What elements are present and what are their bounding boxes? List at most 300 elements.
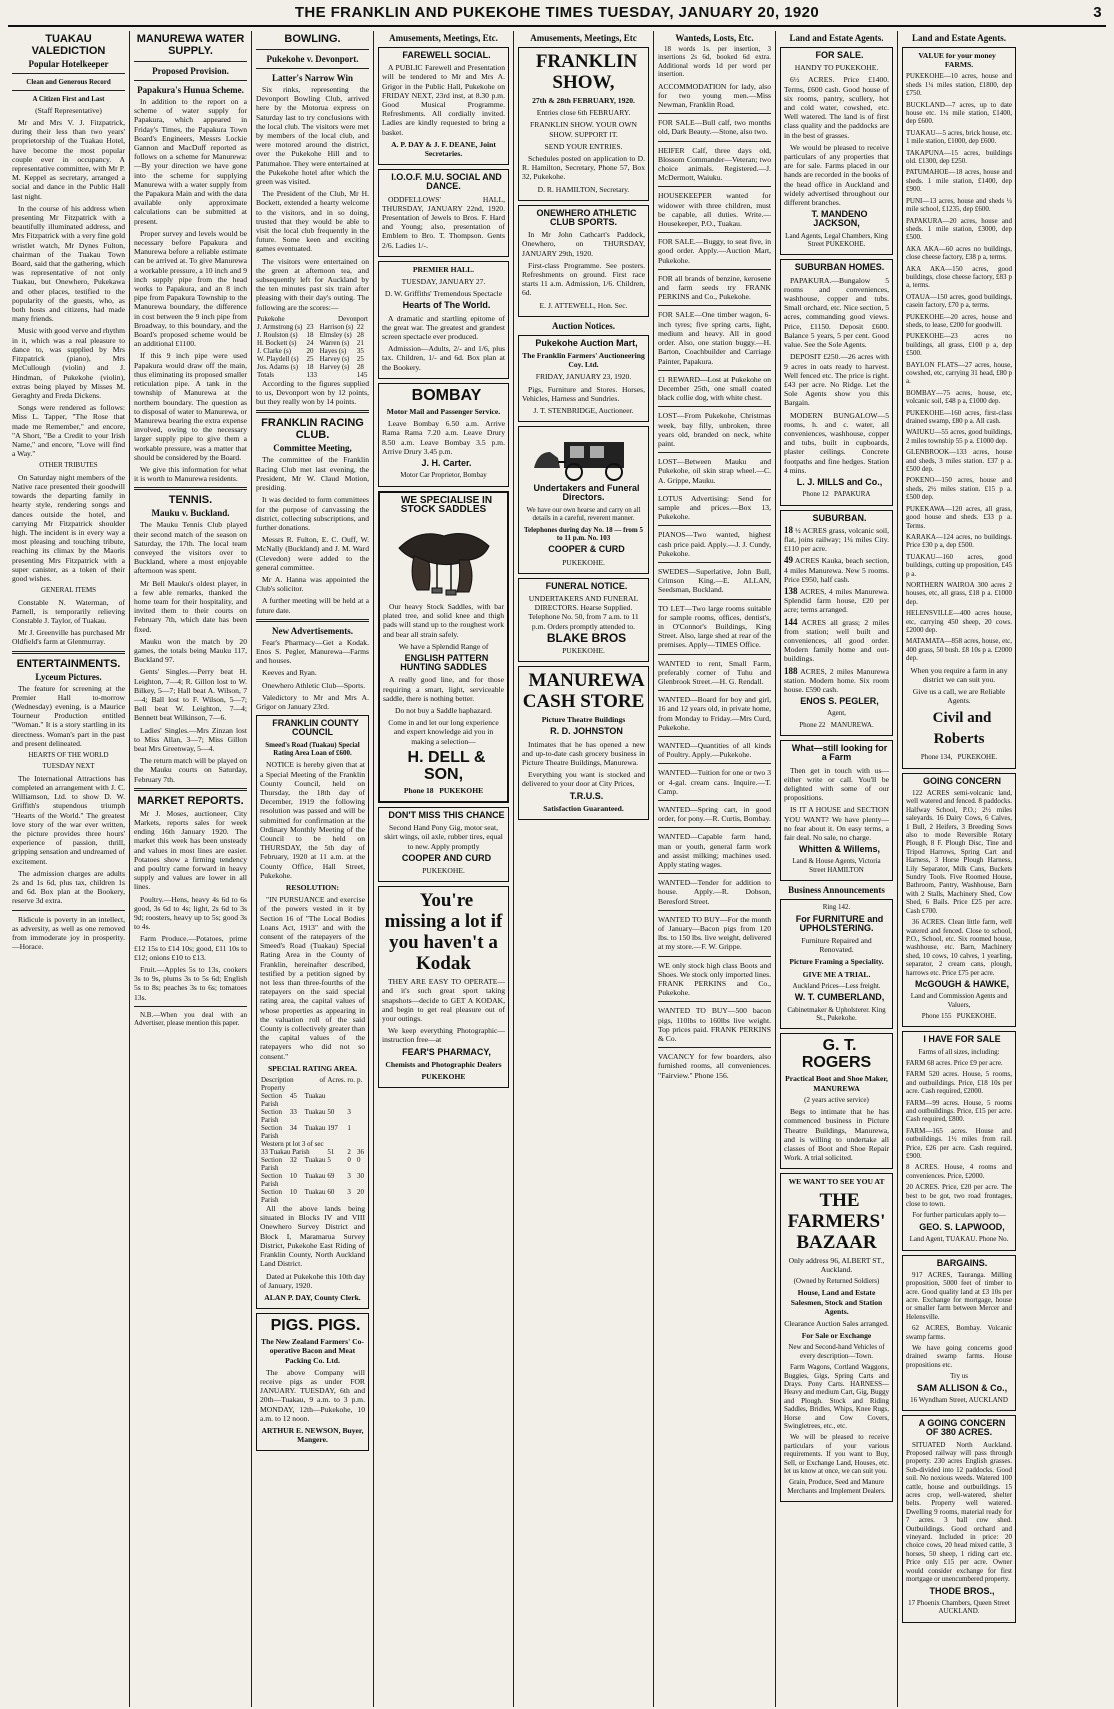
classified-item: FOR SALE—One timber wagon, 6-inch tyres; five spring carts, light, medium and heavy. All in good order. Also, one station buggy.—H. Barton, Coachbuilder and Carriage Painter, Papakura. xyxy=(658,310,771,366)
have-item: FARM 68 acres. Price £9 per acre. xyxy=(906,1058,1003,1067)
divider xyxy=(134,487,247,490)
dell-phone: Phone 18 xyxy=(403,785,434,795)
chance-ad xyxy=(378,807,509,882)
table-cell: 24 xyxy=(306,338,314,347)
bargains-text: 62 ACRES, Bombay. Volcanic swamp farms. xyxy=(906,1324,1012,1341)
column-6 xyxy=(654,31,776,1707)
paragraph: Ridicule is poverty in an intellect, as adversity, as well as one removed from immoderate joy in prosperity.—Horace. xyxy=(12,914,125,952)
section-heading: Amusements, Meetings, Etc xyxy=(530,33,637,43)
table-header-cell: ro. xyxy=(347,1076,355,1085)
clerk-sign: ALAN P. DAY, County Clerk. xyxy=(264,1292,361,1302)
further: For further particulars apply to— xyxy=(912,1211,1006,1220)
table-cell: Section 34 Tuakau Parish xyxy=(261,1124,326,1141)
chance-head: DON'T MISS THIS CHANCE xyxy=(388,809,505,820)
classified-item: WANTED TO BUY—For the month of January—Bacon pigs from 120 lbs. to 150 lbs. live weight, delivered at my store.—F. W. Grippe. xyxy=(658,914,771,952)
show-text: FRANKLIN SHOW. YOUR OWN SHOW. SUPPORT IT. xyxy=(529,120,638,139)
paragraph: Gents' Singles.—Perry beat H. Leighton, 7—4; R. Gillon lost to W. Bilkey, 5—7; Hall beat A. Wilson, 7—4; Ball lost to F. Wilson, 5—7; Bell beat W. Leighton, 7—4; Bennett beat Wilkinson, 7—6. xyxy=(134,667,247,723)
subhead: Papakura's Hunua Scheme. xyxy=(137,85,244,95)
classified-item: WE only stock high class Boots and Shoes. We stock only imported lines. FRANK PERKINS and Co., Pukekohe. xyxy=(658,960,771,998)
table-cell xyxy=(346,1092,356,1108)
table-cell: 50 xyxy=(327,1108,335,1117)
table-cell: 23 xyxy=(306,322,314,331)
subhead: Popular Hotelkeeper xyxy=(28,59,109,69)
headline-entertainments: ENTERTAINMENTS. xyxy=(16,657,121,670)
table-cell: 51 xyxy=(327,1148,335,1157)
funeral-head: FUNERAL NOTICE. xyxy=(545,580,628,591)
table-cell: 145 xyxy=(356,370,368,379)
thode-name: THODE BROS., xyxy=(929,1585,995,1596)
divider xyxy=(134,80,247,81)
table-cell: 0 xyxy=(357,1156,361,1165)
bargains-head: BARGAINS. xyxy=(936,1257,988,1268)
paragraph: Mauku won the match by 20 games, the totals being Mauku 117, Buckland 97. xyxy=(134,636,247,665)
paragraph: If this 9 inch pipe were used Papakura would draw off the main, thus eliminating its proposed smaller reticulation pipe. A tank in the township of Manurewa at the northern boundary. The question as to disposal of water to Manurewa, or Manurewa bearing the extra expense involved, owing to the necessary larger supply pipe to give them a workable pressure, was a matter that should be considered by the Board. xyxy=(134,351,247,462)
divider xyxy=(658,452,771,453)
table-row xyxy=(256,339,369,347)
blake-name: BLAKE BROS xyxy=(546,630,627,645)
listing-number: 18 xyxy=(784,524,793,535)
grain: Grain, Produce, Seed and Manure Merchants and Implement Dealers. xyxy=(787,1478,886,1495)
dell-town: PUKEKOHE xyxy=(439,785,484,795)
athletic-ad xyxy=(518,205,649,317)
section-heading: Wanteds, Losts, Etc. xyxy=(675,33,754,43)
jackson-name: T. MANDENO JACKSON, xyxy=(811,209,868,229)
table-cell: 3 xyxy=(347,1188,351,1197)
table-cell: Western pt lot 3 of sec xyxy=(261,1140,324,1149)
classified-item: WANTED—Spring cart, in good order, for pony.—R. Curtis, Bombay. xyxy=(658,805,771,824)
show-text: SEND YOUR ENTRIES. xyxy=(544,141,623,151)
table-cell: 69 xyxy=(327,1172,335,1181)
table-cell: 21 xyxy=(356,338,364,347)
framing: Picture Framing a Speciality. xyxy=(789,957,884,967)
table-row xyxy=(256,363,369,371)
divider xyxy=(658,654,771,655)
subhead: Pukekohe v. Devonport. xyxy=(266,54,359,64)
divider xyxy=(658,113,771,114)
paragraph: Dated at Pukekohe this 10th day of January, 1920. xyxy=(260,1271,365,1290)
paragraph: A really good line, and for those requiring a smart, light, serviceable saddle, there is nothing better. xyxy=(383,675,504,703)
civil-contact xyxy=(906,753,1012,761)
table-row xyxy=(260,1156,365,1172)
premier-ad xyxy=(378,261,509,379)
divider xyxy=(658,599,771,600)
civil-roberts-ad xyxy=(902,47,1016,769)
civil-town: PUKEKOHE. xyxy=(957,753,998,762)
section-label: HEARTS OF THE WORLD xyxy=(28,751,109,760)
thode-sub: 17 Phoenix Chambers, Queen Street AUCKLAND. xyxy=(908,1598,1010,1616)
civil-name: Civil and Roberts xyxy=(932,710,992,748)
allison-name: SAM ALLISON & Co., xyxy=(916,1382,1008,1393)
farm-item: HELENSVILLE—400 acres house, etc, carrying 450 sheep, 20 cows. £2000 dep. xyxy=(906,609,1012,634)
farm-item: POKENO—150 acres, house and sheds, 2½ miles station. £15 p a. £500 dep. xyxy=(906,476,1012,502)
listing-number: 188 xyxy=(784,665,798,676)
whitten-name: Whitten & Willems, xyxy=(799,844,880,855)
section-heading: Land and Estate Agents. xyxy=(789,33,884,43)
farm-item: PUNI—13 acres, house and sheds ¼ mile school, £1235, dep £600. xyxy=(906,196,1012,214)
classified-item: FOR SALE.—Buggy, to seat five, in good order. Apply.—Auction Mart, Pukekohe. xyxy=(658,237,771,265)
area-table xyxy=(260,1076,365,1204)
classified-item: WANTED—Quantities of all kinds of Poultry. Apply.—Pukekohe. xyxy=(658,741,771,760)
paragraph: According to the figures supplied to us, Devonport won by 12 points, but they really won by 14 points. xyxy=(256,378,369,407)
paragraph: The admission charges are adults 2s and 1s 6d, plus tax, children 1s and 6d. Box plan at the Bookery, reserve 3d extra. xyxy=(12,868,125,906)
farm-item: PATUMAHOE—18 acres, house and sheds. 1 mile station, £1400, dep £900. xyxy=(906,168,1012,194)
scores-table xyxy=(256,315,369,379)
table-row xyxy=(256,355,369,363)
listing-item xyxy=(784,618,889,664)
fears-name: FEAR'S PHARMACY, xyxy=(402,1046,491,1057)
listing-number: 49 xyxy=(784,555,793,566)
auction-sub: The Franklin Farmers' Auctioneering Coy. Ltd. xyxy=(522,351,645,370)
farmers-intro: WE WANT TO SEE YOU AT xyxy=(788,1177,885,1187)
paragraph: DEPOSIT £250.—26 acres with 9 acres in oats ready to harvest. Well fenced etc. The price is right. £43 per acre. No Ridge. Let the Sole Agents show you this Bargain. xyxy=(784,352,889,408)
table-cell: Harvey (s) xyxy=(319,362,350,371)
premier-head: PREMIER HALL. xyxy=(412,264,475,274)
divider xyxy=(134,61,247,62)
farewell-ad xyxy=(378,47,509,165)
table-cell: Harrison (s) xyxy=(319,322,354,331)
classified-item: FOR SALE—Bull calf, two months old, Dark Beauty.—Stone, also two. xyxy=(658,118,771,137)
auction-head: Pukekohe Auction Mart, xyxy=(535,337,638,348)
table-cell: Section 10 Tuakau Parish xyxy=(261,1188,326,1205)
farm-item: OTAUA—150 acres, good buildings, casein factory, £70 p a, terms. xyxy=(906,292,1012,310)
paragraph: Mr A. Hanna was appointed the Club's solicitor. xyxy=(256,574,369,594)
show-ad xyxy=(518,47,649,201)
lapwood-ad xyxy=(902,1031,1016,1250)
paragraph: In addition to the report on a scheme of water supply for Papakura, which appeared in Friday's Times, the Papakura Town Board's Engineers, Messrs Lockie Gannon and MacDuff reported as follows on a scheme for Manurewa:—By your direction we have gone into the scheme for supplying Manurewa with a water supply from the Papakura Main and with the data available only approximate calculations can be submitted at present. xyxy=(134,97,247,226)
divider xyxy=(12,910,125,911)
mills-name: L. J. MILLS and Co., xyxy=(796,476,883,487)
paragraph: Our heavy Stock Saddles, with bar plated tree, and solid knee and thigh pads will stand up to the roughest work and bear all strain safely. xyxy=(383,601,504,639)
furniture-phone: Ring 142. xyxy=(822,903,851,912)
column-5 xyxy=(514,31,654,1707)
rogers-note: (2 years active service) xyxy=(804,1095,869,1104)
cash-store-ad xyxy=(518,666,649,820)
carter-sub: Motor Car Proprietor, Bombay xyxy=(400,471,487,480)
table-cell: Section 32 Tuakau Parish xyxy=(261,1156,326,1173)
subhead: Proposed Provision. xyxy=(152,66,229,76)
paragraph: Six rinks, representing the Devonport Bowling Club, arrived here by the Motorua express on Saturday last to try conclusions with the local club. The visitors were met by members of the local club, and were motored around the district, over the Pukekohe Hill and to Patumahoe. They were entertained at the Pukekohe hotel after which the green was visited. xyxy=(256,85,369,187)
mcgough-ad xyxy=(902,773,1016,1028)
farm-item: AKA AKA—60 acres no buildings, close cheese factory, £38 p a, terms. xyxy=(906,244,1012,262)
table-cell: J. Armstrong (s) xyxy=(257,322,303,331)
paragraph: Mr and Mrs V. J. Fitzpatrick, during their less than two years' proprietorship of the Tuakau Hotel, have become the most popular couple ever in occupancy. A representative committee, with Mr P. M. Keppel as secretary, arranged a social and dance in the Public Hall last night. xyxy=(12,118,125,201)
section-heading: Land and Estate Agents. xyxy=(911,33,1007,43)
paragraph: Mr Bell Mauku's oldest player, in a few able remarks, thanked the home team for their hospitality, and invited them to their courts on February 7th, which date has been fixed. xyxy=(134,578,247,634)
table-cell xyxy=(356,1140,365,1148)
table-cell xyxy=(356,1124,365,1140)
mills-phone: Phone 12 xyxy=(802,490,829,499)
farmers-head: THE FARMERS' BAZAAR xyxy=(787,1189,886,1253)
table-cell xyxy=(319,371,356,379)
trial: GIVE ME A TRIAL. xyxy=(802,969,871,979)
table-row xyxy=(260,1124,365,1140)
listing-text: ACRES, 2 miles Manurewa station. Modern home. Six room house. £590 cash. xyxy=(784,666,889,694)
bombay-head: BOMBAY xyxy=(411,386,482,404)
paragraph: The Mauku Tennis Club played their second match of the season on Saturday, the 17th. The local team conveyed the visitors over to Buckland, where a most enjoyable afternoon was spent. xyxy=(134,520,247,576)
whitten-sub: Land & House Agents, Victoria Street HAMILTON xyxy=(792,857,881,874)
table-cell: Section 45 Tuakau Parish xyxy=(261,1092,326,1109)
paragraph: PAPAKURA.—Bungalow 5 rooms and conveniences, washhouse, copper and tubs. Small orchard, etc. Nice section, 5 acres, commanding good views. Price, £1150. Deposit £600. Balance 5 years, 5 per cent. Good value. See the Sole Agents. xyxy=(784,275,889,350)
rogers-ad xyxy=(780,1033,893,1169)
jackson-sub: Land Agents, Legal Chambers, King Street PUKEKOHE. xyxy=(785,231,888,249)
table-cell: 20 xyxy=(357,1188,364,1197)
divider xyxy=(658,406,771,407)
exchange-text: Farm Wagons, Cortland Waggons, Buggies, Gigs, Spring Carts and Drays. Pony Carts. HARNESS—Heavy and medium Cart, Gig, Buggy and Plough. Stock and Riding Saddles, Bridles, Whips, Knee Rugs, Horse and Cow Covers, Swingletrees, etc., etc. xyxy=(784,1363,889,1431)
cash-head: MANUREWA CASH STORE xyxy=(522,670,645,713)
griffith: D. W. Griffiths' Tremendous Spectacle xyxy=(384,289,503,299)
paragraph: Intimates that he has opened a new and up-to-date cash grocery business in Picture Theatre Buildings, Manurewa. xyxy=(522,739,645,767)
farm-item: KARAKA—124 acres, no buildings. Price £30 p a, dep £500. xyxy=(906,532,1012,550)
show-date: 27th & 28th FEBRUARY, 1920. xyxy=(532,96,635,105)
table-cell: 1 xyxy=(347,1124,351,1133)
going-text: 122 ACRES semi-volcanic land, well watered and fenced. 8 paddocks. Halfway School, P.O.; 2½ miles saleyards. 16 Dairy Cows, 6 Calves, 1 Bull, 2 Heifers, 3 Breeding Sows also to mode Reversible Rotary Plough, 8 F. Plough Disc, Tine and Tripod Harrows, Spring Cart and Harness, 3 Horse Plough Harness, Lily Separator, Milk Cans, Buckets Sundry Tools. Five Roomed House, Bathroom, Pantry, Washhouse, Barn with 2 Stalls, Machinery Shed, Cow Shed, 6 Bails. Price £25 per acre. Cash £700. xyxy=(906,789,1012,915)
carter-name: J. H. Carter. xyxy=(421,457,472,468)
divider xyxy=(658,232,771,233)
table-row xyxy=(260,1140,365,1148)
wanted-list xyxy=(658,82,771,1080)
farmers-bazaar-ad xyxy=(780,1173,893,1502)
paragraph: Songs were rendered as follows: Miss L. Tapper, "The Rose that made me Remember," and encore, "A Short, "Be a Credit to your Irish Name," and encore, "Love will find a Way." xyxy=(12,403,125,459)
classified-item: ACCOMMODATION for lady, also for two young men.—Miss Newman, Franklin Road. xyxy=(658,81,771,110)
subhead: Clean and Generous Record xyxy=(26,78,111,86)
paragraph: Schedules posted on application to D. R. Hamilton, Secretary, Phone 57, Box 32, Pukekohe. xyxy=(522,154,645,182)
divider xyxy=(12,651,125,654)
table-cell: 25 xyxy=(306,354,314,363)
for-sale: FOR SALE. xyxy=(815,50,864,60)
divider xyxy=(12,73,125,74)
classified-item: SWEDES—Superlative, John Bull, Crimson King.—E. ALLAN, Seedsman, Buckland. xyxy=(658,566,771,595)
farm-item: PUKEKAWA—120 acres, all grass, good house and sheds. £33 p a. Terms. xyxy=(906,504,1012,530)
table-row xyxy=(256,331,369,339)
classified-item: WANTED—Capable farm hand, man or youth, general farm work and assist milking; machines used. Apply stating wages. xyxy=(658,832,771,870)
paragraph: A further meeting will be held at a future date. xyxy=(256,596,369,615)
divider xyxy=(134,1006,247,1007)
saddles-head: WE SPECIALISE IN STOCK SADDLES xyxy=(400,494,493,515)
suburban2-head: SUBURBAN. xyxy=(812,512,867,523)
farm-item: BOMBAY—75 acres, house, etc, volcanic soil, £48 p a, £1000 dep. xyxy=(906,388,1012,406)
divider xyxy=(658,1047,771,1048)
mcgough-name: McGOUGH & HAWKE, xyxy=(914,978,1009,989)
headline-market: MARKET REPORTS. xyxy=(137,794,244,807)
farm-item: PUKEKOHE—10 acres, house and sheds 1¼ miles station, £1800, dep £750. xyxy=(906,72,1012,98)
paragraph: ODDFELLOWS' HALL, THURSDAY, JANUARY 22nd, 1920. Presentation of Jewels to Bros. F. Hard and Young; also, presentation of Emblem to Bro. T. Thompson. Gents 2/6. Ladies 1/-. xyxy=(382,194,505,250)
bombay-ad xyxy=(378,383,509,487)
farm-item: BUCKLAND—7 acres, up to date house etc. 1¼ mile station, £1400, dep £600. xyxy=(906,100,1012,126)
hearts-title: Hearts of The World. xyxy=(402,300,491,311)
table-row xyxy=(260,1188,365,1204)
table-cell: 3 xyxy=(347,1108,351,1117)
paragraph: Admission—Adults, 2/- and 1/6, plus tax. Children, 1/- and 6d. Box plan at the Bookery. xyxy=(382,344,505,372)
farmers-owned: (Owned by Returned Soldiers) xyxy=(793,1276,880,1285)
paragraph: A dramatic and startling epitome of the great war. The greatest and grandest screen spectacle ever produced. xyxy=(382,313,505,342)
jackson-ad xyxy=(780,47,893,255)
auction-ad xyxy=(518,335,649,422)
section-heading: Auction Notices. xyxy=(552,320,615,331)
dell-name: H. DELL & SON, xyxy=(407,748,486,783)
farm-item: PUKEKOHE—20 acres, house and sheds, to lease, £200 for goodwill. xyxy=(906,312,1012,329)
section-heading: Amusements, Meetings, Etc. xyxy=(389,33,498,43)
section-label: GENERAL ITEMS xyxy=(40,586,97,595)
column-1 xyxy=(8,31,130,1707)
paragraph: Proper survey and levels would be necessary before Papakura and Manurewa before a reliable estimate can be arrived at. To give Manurewa a workable pressure, a 10 inch and 9 inch supply pipe from the head works to Papakura, and an 8 inch pipe from Papakura Township to the Manurewa boundary, the difference in cost between the 9 inch pipe from Broadway, to this boundary, and the Board's proposed scheme would be an additional £1100. xyxy=(134,228,247,349)
pegler-name: ENOS S. PEGLER, xyxy=(800,696,879,707)
table-row xyxy=(260,1108,365,1124)
listing-number: 138 xyxy=(784,585,798,596)
table-cell: 36 xyxy=(357,1148,364,1157)
classified-item: WANTED—Tuition for one or two 3 or 4-gal. cream cans. Inquire.—T. Camp. xyxy=(658,768,771,796)
column-2 xyxy=(130,31,252,1707)
pegler-sub: Agent, xyxy=(827,709,846,718)
cc2-name: COOPER & CURD xyxy=(548,544,625,555)
table-row xyxy=(260,1148,365,1156)
have-item: FARM—165 acres. House and outbuildings. 1½ miles from rail. Price, £26 per acre. Cash required, £900. xyxy=(906,1126,1012,1161)
table-row xyxy=(256,347,369,355)
headline-manurewa: MANUREWA WATER SUPPLY. xyxy=(136,33,245,57)
cash-sub: Picture Theatre Buildings xyxy=(541,715,626,725)
paragraph: In the course of his address when presenting Mr Fitzpatrick with a beautifully illuminated address, and Mrs Fitzpatrick with a very fine gold wristlet watch, Mr Dynes Fulton, chairman of the Tuakau Town Board, said that the gathering, which was representative of not only Tuakau, but Onewhero, Pukekawa and other places, testified to the popularity of the guests, who, as both hosts and citizens, had made many friends. xyxy=(12,203,125,324)
divider xyxy=(256,410,369,413)
paragraph: The return match will be played on the Mauku courts on Saturday, February 7th. xyxy=(134,756,247,784)
paragraph: Constable N. Waterman, of Parnell, is temporarily relieving Constable J. Taylor, of Tuakau. xyxy=(12,597,125,625)
table-cell: 22 xyxy=(356,322,364,331)
cumberland-ad xyxy=(780,899,893,1029)
bombay-sub: Motor Mail and Passenger Service. xyxy=(386,406,501,416)
classified-item: PIANOS—Two wanted, highest cash price paid. Apply.—J. J. Cundy, Pukekohe. xyxy=(658,530,771,558)
divider xyxy=(658,873,771,874)
table-header-row xyxy=(260,1076,365,1092)
listing-text: ACRES all grass; 2 miles from station; well built and conveniences, all good order. Modern family home and out-buildings. xyxy=(784,617,890,664)
area-label: SPECIAL RATING AREA. xyxy=(267,1063,358,1073)
undertakers-text: We have our own hearse and carry on all details in a careful, reverent manner. xyxy=(526,505,641,523)
handy: HANDY TO PUKEKOHE. xyxy=(794,63,879,73)
listing-item xyxy=(784,587,889,615)
hearse-illustration xyxy=(524,432,644,482)
mills-contact xyxy=(784,490,889,498)
cc2-town: PUKEKOHE. xyxy=(562,557,605,567)
classified-item: FOR all brands of benzine, kerosene and farm seeds try FRANK PERKINS and Co., Pukekohe. xyxy=(658,273,771,302)
listing-text: ½ ACRES grass, volcanic soil, flat, joins railway; 1¼ miles City. £110 per acre. xyxy=(784,525,889,554)
classified-item: VACANCY for few boarders, also furnished rooms, all conveniences. "Fairview." Phone 156. xyxy=(658,1052,771,1080)
subhead: Lyceum Pictures. xyxy=(35,671,102,682)
undertakers-head: Undertakers and Funeral Directors. xyxy=(533,483,640,503)
bargains-text: We have going concerns good drained swamp farms. House propositions etc. xyxy=(906,1343,1012,1369)
column-8 xyxy=(898,31,1020,1707)
paragraph: The feature for screening at the Premier Hall to-morrow (Wednesday) evening, is a Maurice Tourneur Production entitled "Woman." It is a story startling in its directness. Woman's part in the past and present delineated. xyxy=(12,683,125,748)
pigs-sub: The New Zealand Farmers' Co-operative Bacon and Meat Packing Co. Ltd. xyxy=(261,1337,364,1365)
lapwood-sub: Land Agent, TUAKAU. Phone No. xyxy=(909,1235,1009,1244)
table-header-cell: Description of Property xyxy=(261,1076,326,1093)
section-label: OTHER TRIBUTES xyxy=(39,461,98,470)
mcgough-phone: Phone 155 xyxy=(921,1011,952,1020)
divider xyxy=(658,690,771,691)
paragraph: Pigs, Furniture and Stores. Horses, Vehicles, Harness and Sundries. xyxy=(522,384,645,403)
divider xyxy=(658,489,771,490)
table-header-cell: Pukekohe xyxy=(257,314,285,323)
headline-bowling: BOWLING. xyxy=(284,33,341,45)
kodak-ad xyxy=(378,886,509,1088)
farewell-sign: A. P. DAY & J. F. DEANE, Joint Secretaries. xyxy=(391,139,496,159)
come-in: Come in and let our long experience and expert knowledge aid you in making a selection— xyxy=(388,718,499,746)
section-heading: Business Announcements xyxy=(788,885,885,896)
farm-item: BAYLON FLATS—27 acres, house, cowshed, etc, carrying 31 head, £80 p a. xyxy=(906,360,1012,386)
chance-text: Second Hand Pony Gig, motor seat, skirt wings, oil axle, rubber tires, equal to new. Apply promptly xyxy=(384,823,503,851)
pigs-ad xyxy=(256,1313,369,1451)
looking-head: What—still looking for a Farm xyxy=(791,743,888,763)
classified-item: HEIFER Calf, three days old, Blossom Commander—Veteran; two choice animals. Registered.—J. McDermott, Waiuku. xyxy=(658,145,771,183)
divider xyxy=(658,562,771,563)
table-cell: Section 33 Tuakau Parish xyxy=(261,1108,326,1125)
subhead: A Citizen First and Last xyxy=(32,95,105,104)
page-number: 3 xyxy=(1093,4,1102,21)
paragraph: Everything you want is stocked and delivered to your door at City Prices, xyxy=(522,770,645,789)
going2-head: A GOING CONCERN OF 380 ACRES. xyxy=(918,1418,1006,1438)
trial-text: Auckland Prices—Less freight. xyxy=(792,981,881,990)
exchange-head: For Sale or Exchange xyxy=(801,1331,872,1341)
byline: (Staff Representative) xyxy=(35,105,102,115)
council-notice xyxy=(256,715,369,1309)
going-text: 36 ACRES. Clean little farm, well watered and fenced. Close to school, P.O., School, etc. Six roomed house, washhouse, etc. Barn, Machinery shed, 10 cows, 10 calves, 1 yearling, separator, 2 cream cans, plough, harrows etc. Price £75 per acre. xyxy=(906,918,1012,977)
athletic-sign: E. J. ATTEWELL, Hon. Sec. xyxy=(539,300,628,310)
have-item: FARM—99 acres. House, 5 rooms and outbuildings. Price, £15 per acre. Cash required, £800. xyxy=(906,1098,1012,1124)
farm-item: MATAMATA—858 acres, house, etc, 400 grass, 50 bush. £8 10s p a. £2000 dep. xyxy=(906,637,1012,663)
paragraph: All the above lands being situated in Blocks IV and VIII Onewhero Survey District and Block I, Maramarua Survey District, Pukekohe East Riding of Franklin County, North Auckland Land District. xyxy=(260,1204,365,1269)
table-cell: 28 xyxy=(356,362,364,371)
paragraph: THEY ARE EASY TO OPERATE—and it's such great sport taking snapshots—decide to GET A KODAK, and begin to get real pleasure out of your outings. xyxy=(382,977,505,1023)
council-head: FRANKLIN COUNTY COUNCIL xyxy=(272,718,359,738)
paragraph: We give this information for what it is worth to Manurewa residents. xyxy=(134,464,247,484)
listing-item xyxy=(784,526,889,554)
table-cell: 33 Tuakau Parish xyxy=(261,1148,310,1157)
paragraph: 6½ ACRES. Price £1400. Terms, £600 cash. Good house of six rooms, pantry, scullery, hot and cold water, cowshed, etc. Well watered. The land is of first class quality and the paddocks are in the best of grasses. xyxy=(784,75,889,140)
paragraph: NOTICE is hereby given that at a Special Meeting of the Franklin County Council, held on Thursday, the 18th day of December, 1919 the following resolution was passed and will be submitted for confirmation at the Ordinary Monthly Meeting of the Council to be held on THURSDAY, the 5th day of February, 1920 at 11 a.m. at the County Office, Hall Street, Pukekohe. xyxy=(260,760,365,880)
table-cell xyxy=(326,1140,346,1148)
table-cell: 2 xyxy=(347,1148,351,1157)
paragraph: Then get in touch with us—either write or call. You'll be delighted with some of our propositions. xyxy=(784,765,889,803)
paragraph: The International Attractions has completed an arrangement with J. C. Williamson, Ltd. to show D. W. Griffith's stupendous triumph "Hearts of the World." The greatest love story of the war ever written, the picture provides three hours' experience of passion, thrill, gripping sensation and undreamed of excitement. xyxy=(12,773,125,866)
mills-ad xyxy=(780,259,893,505)
divider xyxy=(658,1001,771,1002)
exchange-text: We will be pleased to receive particulars of your various requirements. If you want to Buy, Sell, or Exchange Land, Houses, etc. let us know at once, we can suit you. xyxy=(784,1433,889,1476)
whitten-ad xyxy=(780,740,893,881)
council-sub: Smeed's Road (Tuakau) Special Rating Area Loan of £600. xyxy=(265,740,360,757)
column-7 xyxy=(776,31,898,1707)
auction-sign: J. T. STENBRIDGE, Auctioneer. xyxy=(533,406,634,416)
table-row xyxy=(256,323,369,331)
headline-racing: FRANKLIN RACING CLUB. xyxy=(261,417,364,442)
value-text: VALUE for your money xyxy=(918,51,996,60)
table-cell: Elmsley (s) xyxy=(319,330,352,339)
paragraph: Farm Produce.—Potatoes, prime £12 15s to £14 10s; good, £11 10s to £12; onions £10 to £13. xyxy=(134,934,247,962)
table-row xyxy=(260,1172,365,1188)
cooper-name: COOPER AND CURD xyxy=(401,852,492,863)
have-head: I HAVE FOR SALE xyxy=(923,1034,1001,1045)
table-cell: Section 10 Tuakau Parish xyxy=(261,1172,326,1189)
satisfaction: Satisfaction Guaranteed. xyxy=(543,803,624,813)
table-cell: Hayes (s) xyxy=(319,346,347,355)
paragraph: We keep everything Photographic—instruction free—at xyxy=(382,1026,505,1045)
undertakers-phones: Telephones during day No. 18 — from 5 to 11 p.m. No. 103 xyxy=(523,525,644,542)
paragraph: N.B.—When you deal with an Advertiser, please mention this paper. xyxy=(134,1010,247,1028)
table-cell: 18 xyxy=(306,362,314,371)
divider xyxy=(658,736,771,737)
dell-contact xyxy=(383,786,504,795)
resolution-label: RESOLUTION: xyxy=(285,883,340,893)
cumberland-name: W. T. CUMBERLAND, xyxy=(794,992,885,1003)
funeral-ad xyxy=(518,578,649,662)
table-cell xyxy=(326,1092,346,1108)
have-item: 20 ACRES. Price, £20 per acre. The best to be got, two road frontages, close to town. xyxy=(906,1183,1012,1209)
going-head: GOING CONCERN xyxy=(922,775,1001,786)
